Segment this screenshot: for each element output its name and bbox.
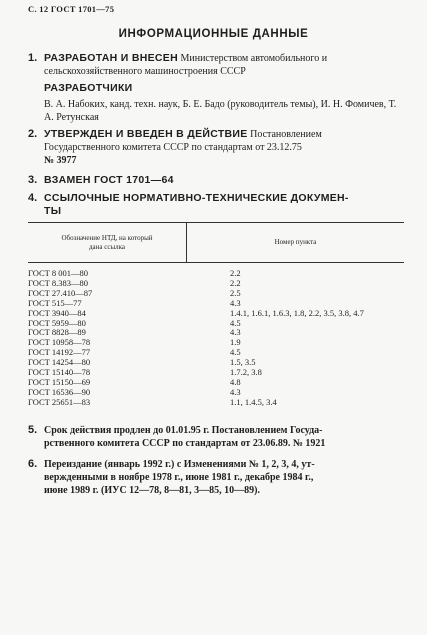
table-cell-clause: 2.2 bbox=[230, 277, 241, 288]
table-cell-document: ГОСТ 15150—69 bbox=[28, 376, 91, 387]
table-cell-clause: 1.9 bbox=[230, 337, 241, 348]
table-header-border bbox=[28, 262, 404, 263]
table-row bbox=[28, 367, 404, 377]
page-header: С. 12 ГОСТ 1701—75 bbox=[28, 4, 115, 14]
table-cell-document: ГОСТ 8828—89 bbox=[28, 327, 86, 338]
table-row bbox=[28, 268, 404, 278]
section-4 bbox=[30, 192, 406, 218]
section-5-line2: рственного комитета СССР по стандартам от 23.06.89. № 1921 bbox=[44, 438, 326, 449]
section-2-text-line1: Постановлением bbox=[250, 129, 322, 140]
table-row bbox=[28, 387, 404, 397]
table-cell-clause: 2.5 bbox=[230, 287, 241, 298]
table-cell-clause: 1.4.1, 1.6.1, 1.6.3, 1.8, 2.2, 3.5, 3.8, 4.7 bbox=[230, 307, 364, 318]
table-row bbox=[28, 298, 404, 308]
table-header-document-line1: Обозначение НТД, на который bbox=[61, 234, 153, 242]
table-row bbox=[28, 397, 404, 407]
table-cell-document: ГОСТ 16536—90 bbox=[28, 386, 91, 397]
table-cell-clause: 4.3 bbox=[230, 297, 241, 308]
section-3-number: 3. bbox=[28, 174, 38, 186]
section-1-heading: РАЗРАБОТАН И ВНЕСЕН bbox=[44, 52, 178, 64]
section-2-number: 2. bbox=[28, 128, 38, 140]
table-row bbox=[28, 347, 404, 357]
section-1-number: 1. bbox=[28, 52, 38, 64]
developers-list: В. А. Набоких, канд. техн. наук, Б. Е. Бадо (руководитель темы), И. Н. Фомичев, Т. А. Ретунская bbox=[44, 99, 397, 123]
section-6 bbox=[30, 458, 406, 497]
section-1-text-line1: Министерством автомобильного и bbox=[180, 53, 328, 64]
section-4-heading-line2: ТЫ bbox=[44, 205, 62, 217]
table-header-document bbox=[28, 234, 186, 252]
table-cell-document: ГОСТ 515—77 bbox=[28, 297, 82, 308]
section-5-number: 5. bbox=[28, 424, 38, 436]
table-cell-clause: 4.5 bbox=[230, 347, 241, 358]
table-cell-clause: 2.2 bbox=[230, 268, 241, 278]
table-row bbox=[28, 337, 404, 347]
table-cell-document: ГОСТ 14192—77 bbox=[28, 347, 91, 358]
section-2-heading: УТВЕРЖДЕН И ВВЕДЕН В ДЕЙСТВИЕ bbox=[44, 128, 248, 140]
table-row bbox=[28, 308, 404, 318]
developers-heading: РАЗРАБОТЧИКИ bbox=[44, 82, 133, 94]
section-6-line2: вержденными в ноябре 1978 г., июне 1981 г., декабре 1984 г., bbox=[44, 472, 314, 483]
table-cell-document: ГОСТ 14254—80 bbox=[28, 357, 91, 368]
table-row bbox=[28, 278, 404, 288]
section-3-heading: ВЗАМЕН ГОСТ 1701—64 bbox=[44, 174, 174, 186]
table-cell-clause: 1.5, 3.5 bbox=[230, 357, 256, 368]
table-cell-document: ГОСТ 8 001—80 bbox=[28, 268, 89, 278]
table-cell-clause: 4.3 bbox=[230, 386, 241, 397]
table-top-border bbox=[28, 222, 404, 223]
reference-table bbox=[28, 222, 404, 407]
section-3 bbox=[30, 174, 406, 187]
table-cell-clause: 1.7.2, 3.8 bbox=[230, 367, 262, 377]
section-4-heading-line1: ССЫЛОЧНЫЕ НОРМАТИВНО-ТЕХНИЧЕСКИЕ ДОКУМЕН- bbox=[44, 192, 349, 204]
table-cell-clause: 1.1, 1.4.5, 3.4 bbox=[230, 396, 277, 407]
table-header-clause: Номер пункта bbox=[274, 238, 317, 246]
table-cell-document: ГОСТ 10958—78 bbox=[28, 337, 91, 348]
table-row bbox=[28, 318, 404, 328]
table-row bbox=[28, 377, 404, 387]
table-cell-document: ГОСТ 15140—78 bbox=[28, 367, 91, 377]
table-cell-document: ГОСТ 8.383—80 bbox=[28, 277, 89, 288]
section-1 bbox=[30, 52, 406, 78]
section-2-text-line2: Государственного комитета СССР по стандартам от 23.12.75 bbox=[44, 142, 302, 153]
section-2-text-line3: № 3977 bbox=[44, 155, 77, 166]
section-2 bbox=[30, 128, 406, 167]
section-5-line1: Срок действия продлен до 01.01.95 г. Постановлением Госуда- bbox=[44, 425, 323, 436]
table-cell-document: ГОСТ 27.410—87 bbox=[28, 287, 93, 298]
section-6-line1: Переиздание (январь 1992 г.) с Изменениями № 1, 2, 3, 4, ут- bbox=[44, 459, 315, 470]
table-cell-document: ГОСТ 3940—84 bbox=[28, 307, 86, 318]
section-1-text-line2: сельскохозяйственного машиностроения СССР bbox=[44, 66, 246, 77]
table-cell-clause: 4.5 bbox=[230, 317, 241, 328]
section-6-line3: июне 1989 г. (ИУС 12—78, 8—81, 3—85, 10—89). bbox=[44, 485, 261, 496]
section-5 bbox=[30, 424, 406, 450]
table-row bbox=[28, 357, 404, 367]
section-4-number: 4. bbox=[28, 192, 38, 204]
page-title: ИНФОРМАЦИОННЫЕ ДАННЫЕ bbox=[118, 28, 309, 40]
section-6-number: 6. bbox=[28, 458, 38, 470]
table-cell-clause: 4.3 bbox=[230, 327, 241, 338]
table-row bbox=[28, 288, 404, 298]
table-row bbox=[28, 327, 404, 337]
table-cell-document: ГОСТ 5959—80 bbox=[28, 317, 86, 328]
table-header-document-line2: дана ссылка bbox=[88, 243, 126, 251]
table-cell-document: ГОСТ 25651—83 bbox=[28, 396, 91, 407]
table-cell-clause: 4.8 bbox=[230, 376, 241, 387]
